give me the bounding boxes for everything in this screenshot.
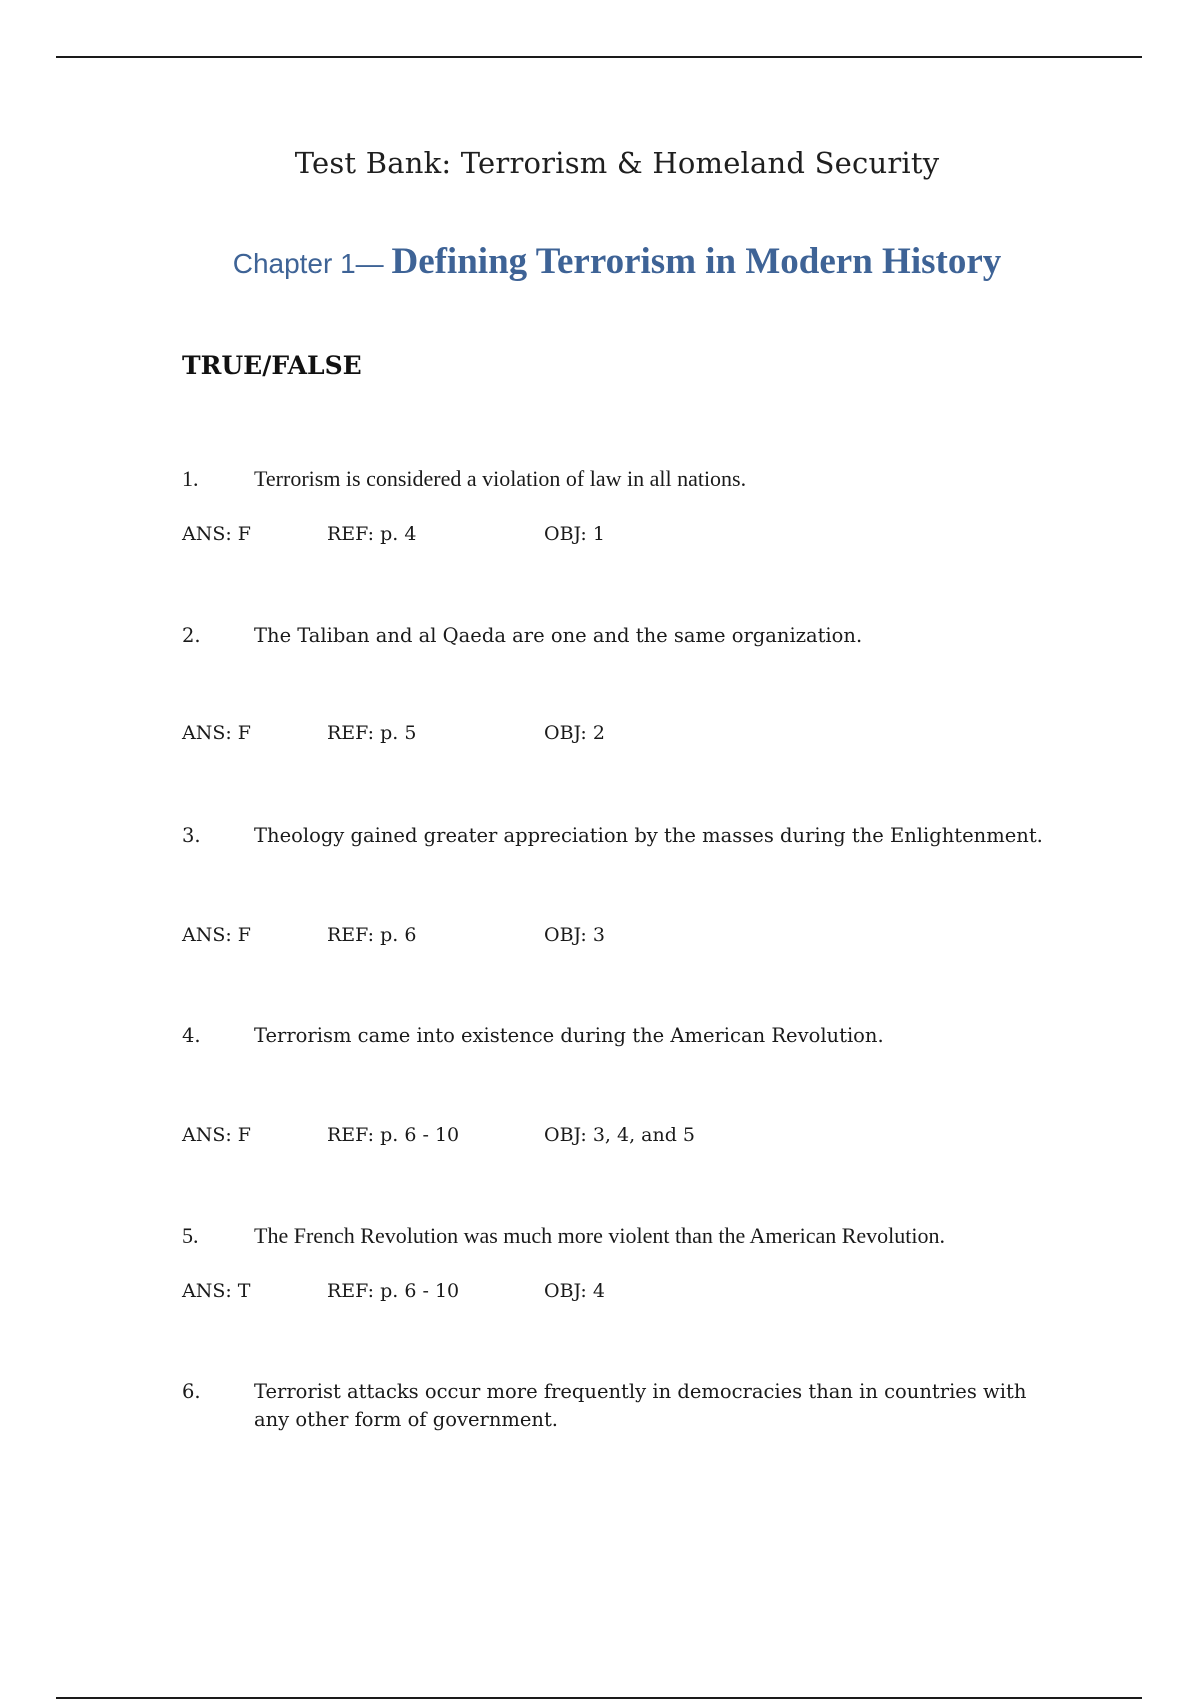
answer-key: ANS: T <box>182 1280 251 1302</box>
question-number: 3. <box>182 824 201 847</box>
answer-key: ANS: F <box>182 523 251 545</box>
question-item <box>182 465 1062 493</box>
question-text: Terrorism came into existence during the American Revolution. <box>254 1024 884 1047</box>
question-text: The Taliban and al Qaeda are one and the same organization. <box>254 624 863 647</box>
objective: OBJ: 3, 4, and 5 <box>544 1124 696 1146</box>
question-text: The French Revolution was much more violent than the American Revolution. <box>254 1223 946 1248</box>
chapter-heading <box>0 240 1200 283</box>
objective: OBJ: 4 <box>544 1280 605 1302</box>
reference: REF: p. 6 - 10 <box>327 1280 460 1302</box>
reference: REF: p. 6 <box>327 924 417 946</box>
chapter-prefix: Chapter 1— <box>232 248 392 279</box>
question-text: Theology gained greater appreciation by the masses during the Enlightenment. <box>254 824 1043 847</box>
answer-key: ANS: F <box>182 1124 251 1146</box>
reference: REF: p. 6 - 10 <box>327 1124 460 1146</box>
answer-key: ANS: F <box>182 722 251 744</box>
question-number: 4. <box>182 1024 201 1047</box>
answer-key: ANS: F <box>182 924 251 946</box>
question-number: 6. <box>182 1380 201 1403</box>
chapter-name: Defining Terrorism in Modern History <box>391 241 1002 282</box>
question-text: Terrorism is considered a violation of law in all nations. <box>254 466 747 491</box>
objective: OBJ: 3 <box>544 924 605 946</box>
objective: OBJ: 2 <box>544 722 605 744</box>
document-title: Test Bank: Terrorism & Homeland Security <box>294 146 940 180</box>
question-number: 1. <box>182 466 199 491</box>
objective: OBJ: 1 <box>544 523 605 545</box>
question-item <box>182 1022 1062 1050</box>
section-title: TRUE/FALSE <box>182 351 362 380</box>
top-rule <box>56 56 1142 58</box>
question-item <box>182 622 1062 650</box>
question-item <box>182 1222 1062 1250</box>
reference: REF: p. 4 <box>327 523 417 545</box>
question-text: Terrorist attacks occur more frequently in democracies than in countries with any other form of government. <box>254 1380 1027 1431</box>
question-item <box>182 1378 1062 1434</box>
question-number: 2. <box>182 624 201 647</box>
question-number: 5. <box>182 1223 199 1248</box>
bottom-rule <box>56 1697 1142 1699</box>
reference: REF: p. 5 <box>327 722 417 744</box>
question-item <box>182 822 1062 850</box>
